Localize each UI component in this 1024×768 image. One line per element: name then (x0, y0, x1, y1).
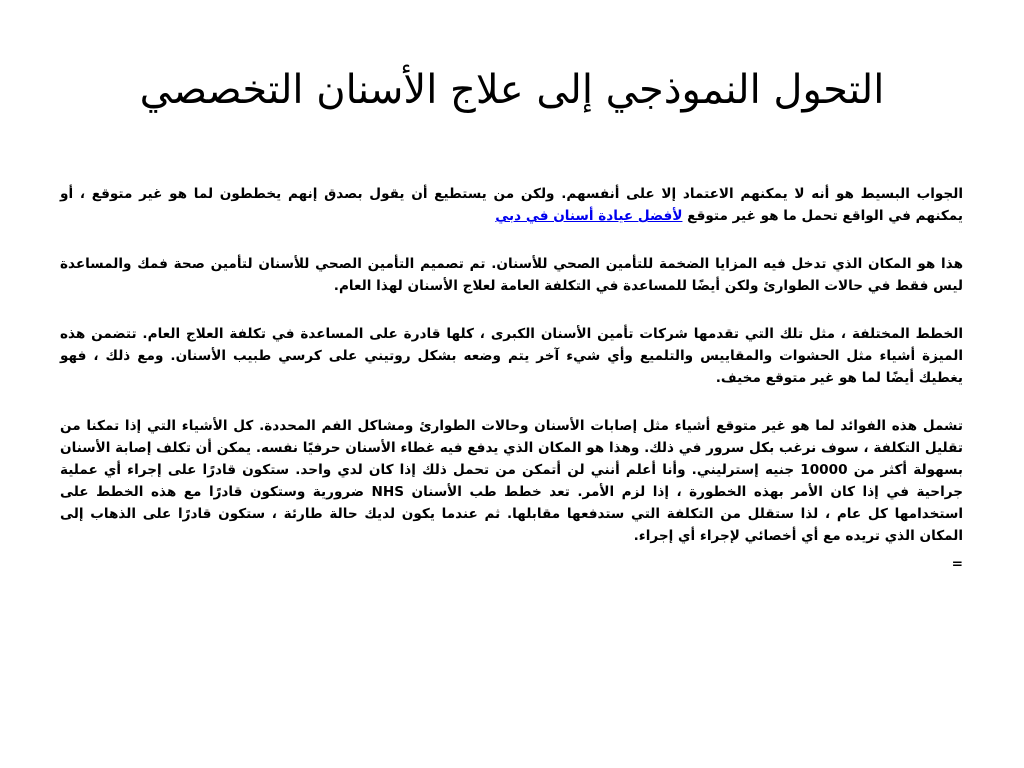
paragraph-3: الخطط المختلفة ، مثل تلك التي تقدمها شركات تأمين الأسنان الكبرى ، كلها قادرة على المساعدة في تكلفة العلاج العام. تتضمن هذه الميزة أشياء مثل الحشوات والمقاييس والتلميع وأي شيء آخر يتم وضعه بشكل روتيني على كرسي طبيب الأسنان. ومع ذلك ، فهو يغطيك أيضًا لما هو غير متوقع مخيف. (60, 326, 963, 386)
paragraph-1 (60, 183, 963, 227)
slide-title: التحول النموذجي إلى علاج الأسنان التخصصي (139, 67, 885, 113)
paragraph-2: هذا هو المكان الذي تدخل فيه المزايا الضخمة للتأمين الصحي للأسنان. تم تصميم التأمين الصحي للأسنان لتأمين صحة فمك والمساعدة ليس فقط في حالات الطوارئ ولكن أيضًا للمساعدة في التكلفة العامة لعلاج الأسنان لهذا العام. (60, 256, 963, 294)
slide-body (60, 183, 963, 601)
dental-clinic-link[interactable]: لأفضل عيادة أسنان في دبي (495, 208, 683, 224)
paragraph-4: تشمل هذه الفوائد لما هو غير متوقع أشياء مثل إصابات الأسنان وحالات الطوارئ ومشاكل الفم المحددة. كل الأشياء التي إذا تمكنا من تقليل التكلفة ، سوف نرغب بكل سرور في ذلك. وهذا هو المكان الذي يدفع فيه غطاء الأسنان حرفيًا نفسه. يمكن أن تكلف إصابة الأسنان بسهولة أكثر من 10000 جنيه إسترليني. وأنا أعلم أنني لن أتمكن من تحمل ذلك إذا كان لدي واحد. ستكون قادرًا على إجراء أي عملية جراحية في إذا كان الأمر بهذه الخطورة ، إذا لزم الأمر. تعد خطط طب الأسنان NHS ضرورية وستكون قادرًا مع هذه الخطط على استخدامها كل عام ، لذا ستقلل من التكلفة التي ستدفعها مقابلها. ثم عندما يكون لديك حالة طارئة ، ستكون قادرًا على الذهاب إلى المكان الذي تريده مع أي أخصائي لإجراء أي إجراء. (60, 418, 964, 544)
paragraph-1-text: الجواب البسيط هو أنه لا يمكنهم الاعتماد إلا على أنفسهم. ولكن من يستطيع أن يقول بصدق إنهم يخططون لما هو غير متوقع ، أو يمكنهم في الواقع تحمل ما هو غير متوقع (60, 186, 963, 224)
trailing-symbol: = (951, 556, 963, 572)
